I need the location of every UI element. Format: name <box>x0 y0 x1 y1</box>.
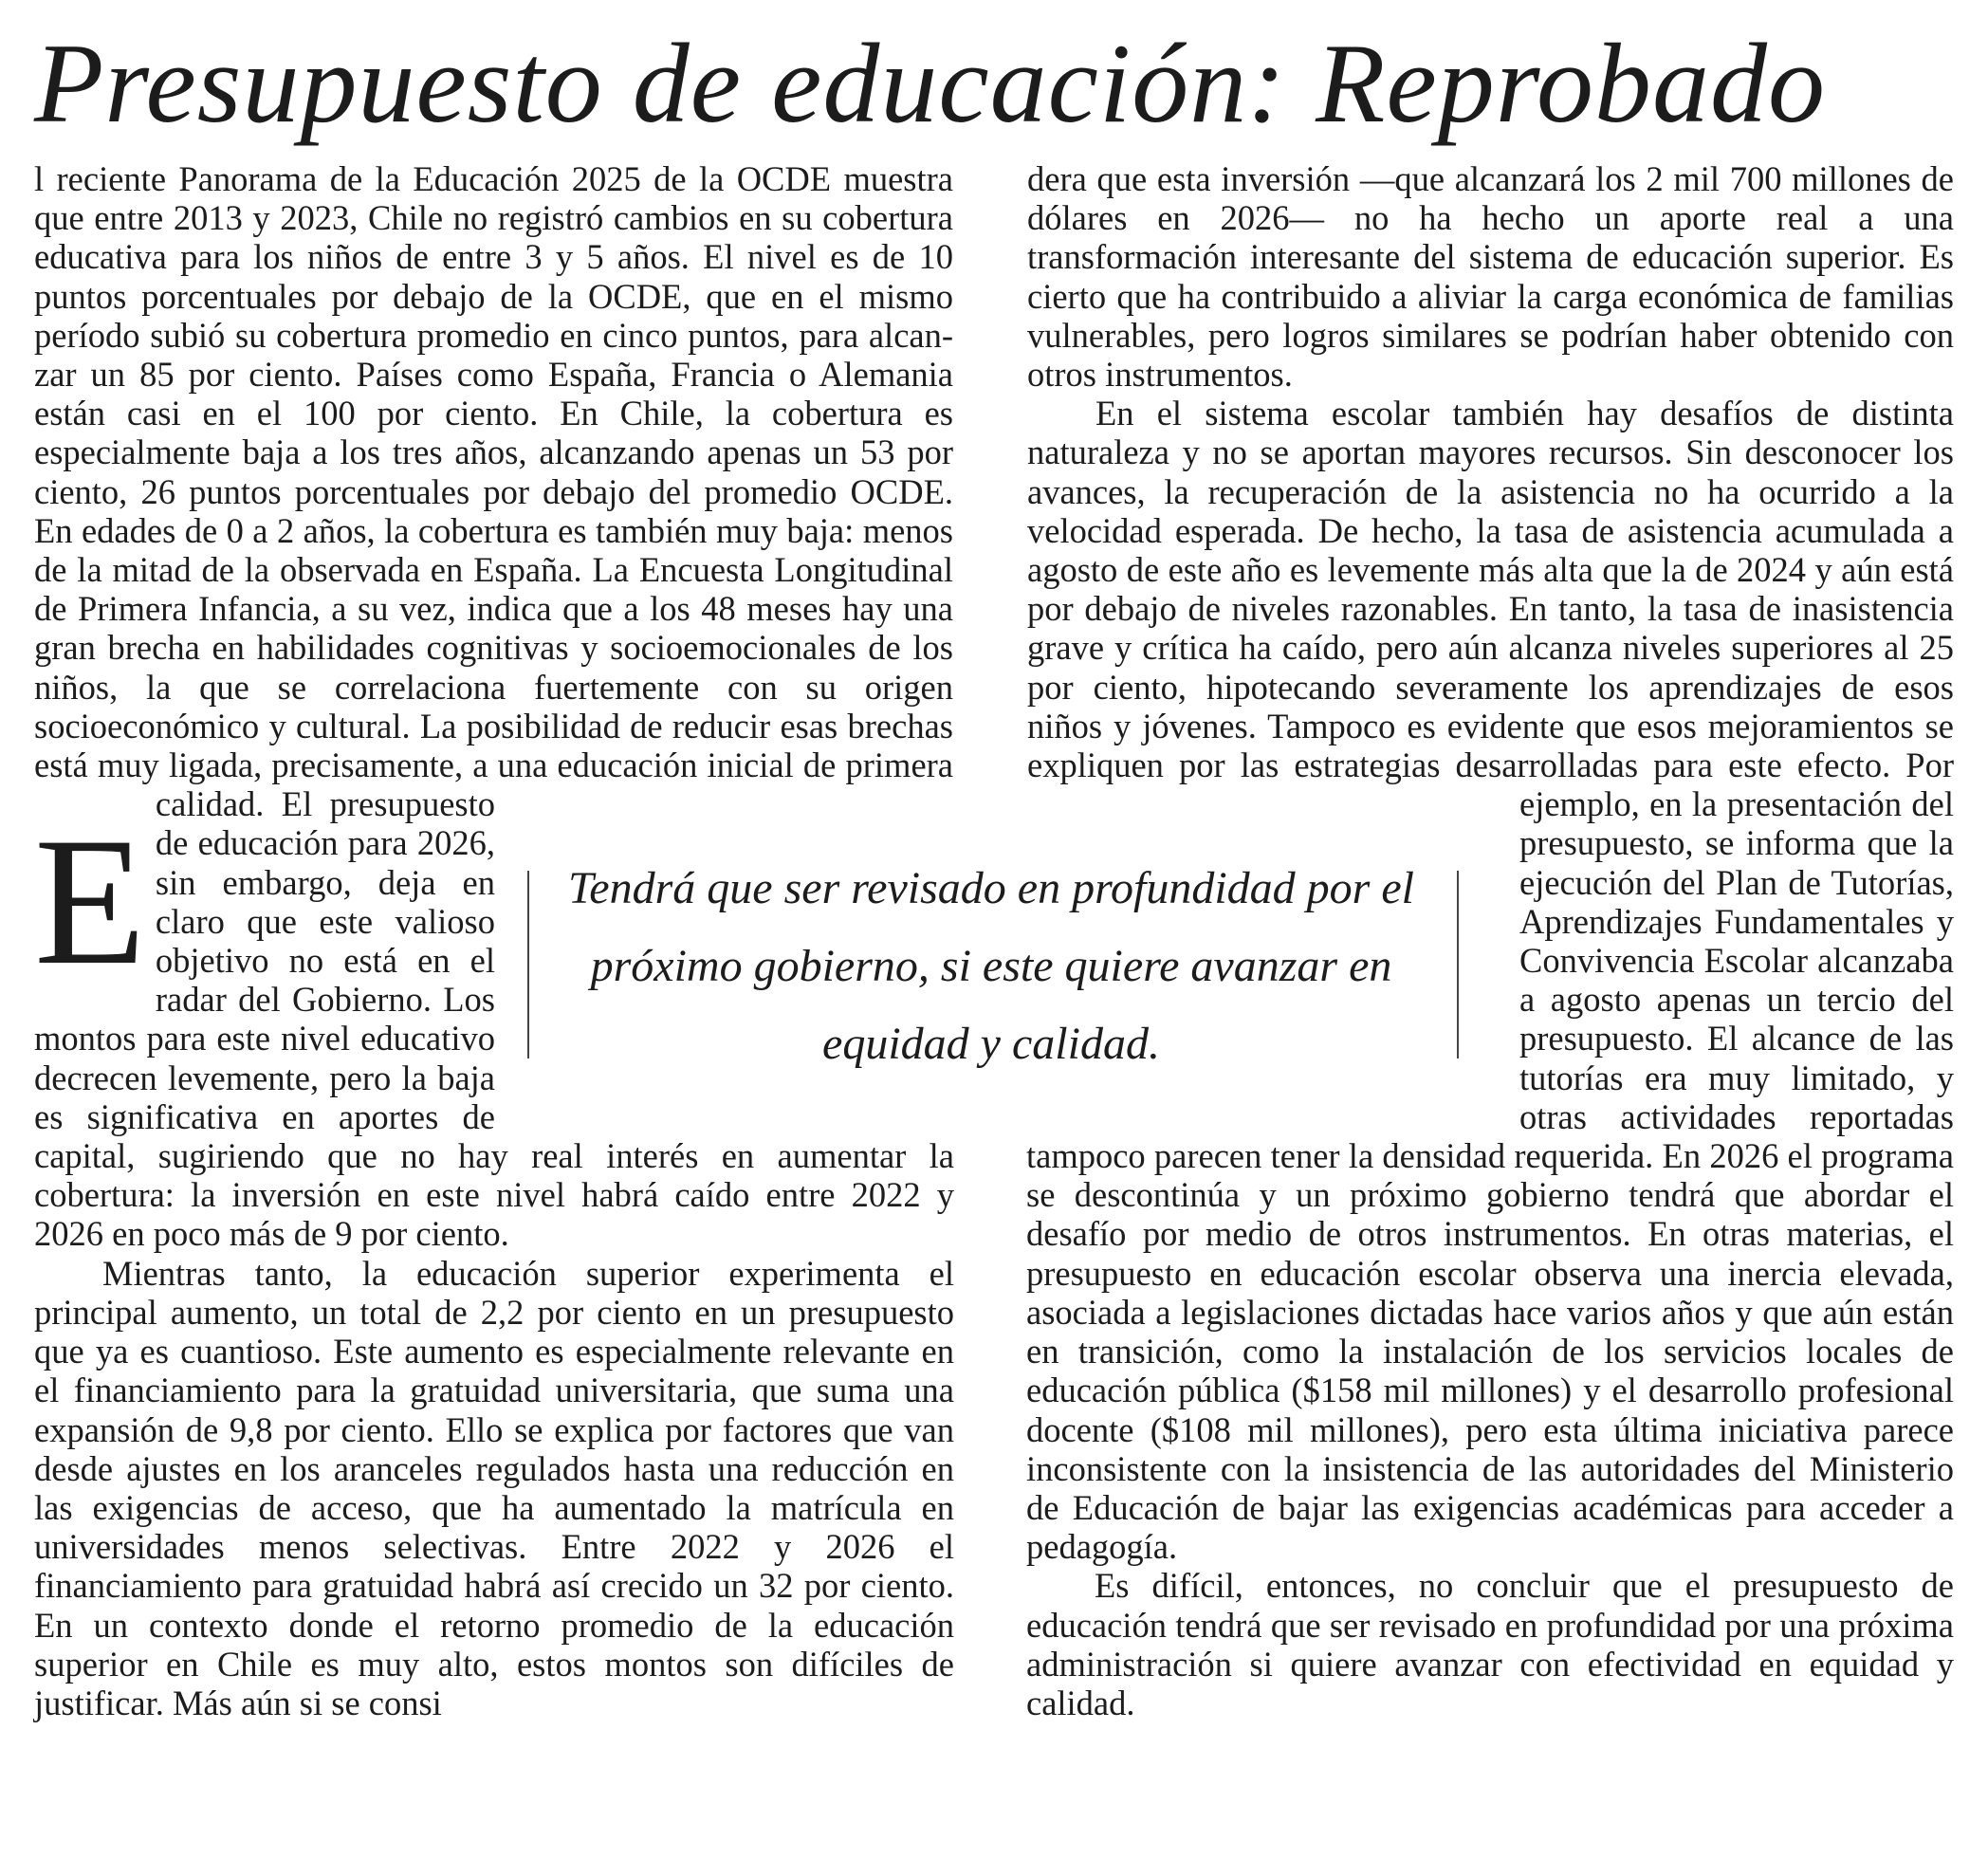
article-title: Presupuesto de educación: Reprobado <box>34 20 1826 146</box>
pull-quote: Tendrá que ser revisado en profundidad por el próximo gobierno, si este quiere avanzar en equidad y calidad. <box>568 863 1414 1069</box>
pull-quote-rule-right <box>1457 871 1459 1058</box>
drop-cap: E <box>34 800 146 1003</box>
left-column-spacer <box>953 159 954 821</box>
paragraph-3: dera que esta inversión —que alcanzará los 2 mil 700 millones de dólares en 2026— no ha hecho un aporte real a una transformación interesante del sistema de educación superior. Es cierto que ha contribuido a aliviar la carga económica de familias vulnerables, pero logros similares se podrían haber obtenido con otros instrumentos. <box>1027 159 1954 395</box>
paragraph-2: Mientras tanto, la educación superior experimenta el principal aumento, un total de 2,2 por ciento en un presupuesto que ya es cuantioso. Este aumento es especialmente relevante en el financiamiento para la gratuidad universitaria, que suma una expansión de 9,8 por ciento. Ello se explica por factores que van desde ajustes en los aranceles regulados hasta una reducción en las exigencias de acceso, que ha aumentado la matrícula en universidades menos selectivas. Entre 2022 y 2026 el financiamiento para gratuidad habrá así crecido un 32 por ciento. En un contexto donde el retorno promedio de la educación superior en Chile es muy alto, estos montos son difíciles de justificar. Más aún si se consi <box>34 1253 954 1722</box>
paragraph-1: l reciente Panorama de la Educación 2025 de la OCDE muestra que entre 2013 y 2023, Chile no registró cambios en su cobertura educativa para los niños de entre 3 y 5 años. El nivel es de 10 puntos porcentuales por debajo de la OCDE, que en el mismo período subió su cobertura promedio en cinco puntos, para alcanzar un 85 por ciento. Países como España, Francia o Alemania están casi en el 100 por ciento. En Chile, la cobertura es especialmente baja a los tres años, alcanzando apenas un 53 por ciento, 26 puntos porcentuales por debajo del promedio OCDE. En edades de 0 a 2 años, la cobertura es también muy baja: menos de la mitad de la observada en España. La Encuesta Longitudinal de Primera Infancia, a su vez, indica que a los 48 meses hay una gran brecha en habilidades cognitivas y socioemocionales de los niños, la que se correlaciona fuertemente con su origen socioeconómico y cultural. La posibilidad de reducir esas brechas está muy ligada, precisamente, a una educación inicial de primera calidad. El presupuesto de educación para 2026, sin embargo, deja en claro que este valioso objetivo no está en el radar del Gobierno. Los montos para este nivel educativo decrecen levemente, pero la baja es significativa en aportes de capital, sugiriendo que no hay real interés en aumentar la cobertura: la inversión en este nivel habrá caído entre 2022 y 2026 en poco más de 9 por ciento. <box>34 159 954 1254</box>
pull-quote-rule-left <box>527 871 529 1058</box>
paragraph-4: En el sistema escolar también hay desafíos de distinta naturaleza y no se aportan mayores recursos. Sin desconocer los avances, la recuperación de la asistencia no ha ocurrido a la velocidad esperada. De hecho, la tasa de asistencia acumulada a agosto de este año es levemente más alta que la de 2024 y aún está por debajo de niveles razonables. En tanto, la tasa de inasistencia grave y crítica ha caído, pero aún alcanza niveles superiores al 25 por ciento, hipotecando severamente los aprendizajes de esos niños y jóvenes. Tampoco es evidente que esos mejoramientos se expliquen por las estrategias desarrolladas para este efecto. Por ejemplo, en la presentación del presupuesto, se informa que la ejecución del Plan de Tutorías, Aprendizajes Fundamentales y Convivencia Escolar alcanzaba a agosto apenas un tercio del presupuesto. El alcance de las tutorías era muy limitado, y otras actividades reportadas tampoco parecen tener la densidad requerida. En 2026 el programa se descontinúa y un próximo gobierno tendrá que abordar el desafío por medio de otros instrumentos. En otras materias, el presupuesto en educación escolar observa una inercia elevada, asociada a legislaciones dictadas hace varios años y que aún están en transición, como la instalación de los servicios locales de educación pública ($158 mil millones) y el desarrollo profesional docente ($108 mil millones), pero esta última iniciativa parece inconsistente con la insistencia de las autoridades del Ministerio de Educación de bajar las exigencias académicas para acceder a pedagogía. <box>1026 394 1954 1567</box>
paragraph-5: Es difícil, entonces, no concluir que el presupuesto de educación tendrá que ser revisado en profundidad por una próxima administración si quiere avanzar con efectividad en equidad y calidad. <box>1026 1566 1954 1722</box>
